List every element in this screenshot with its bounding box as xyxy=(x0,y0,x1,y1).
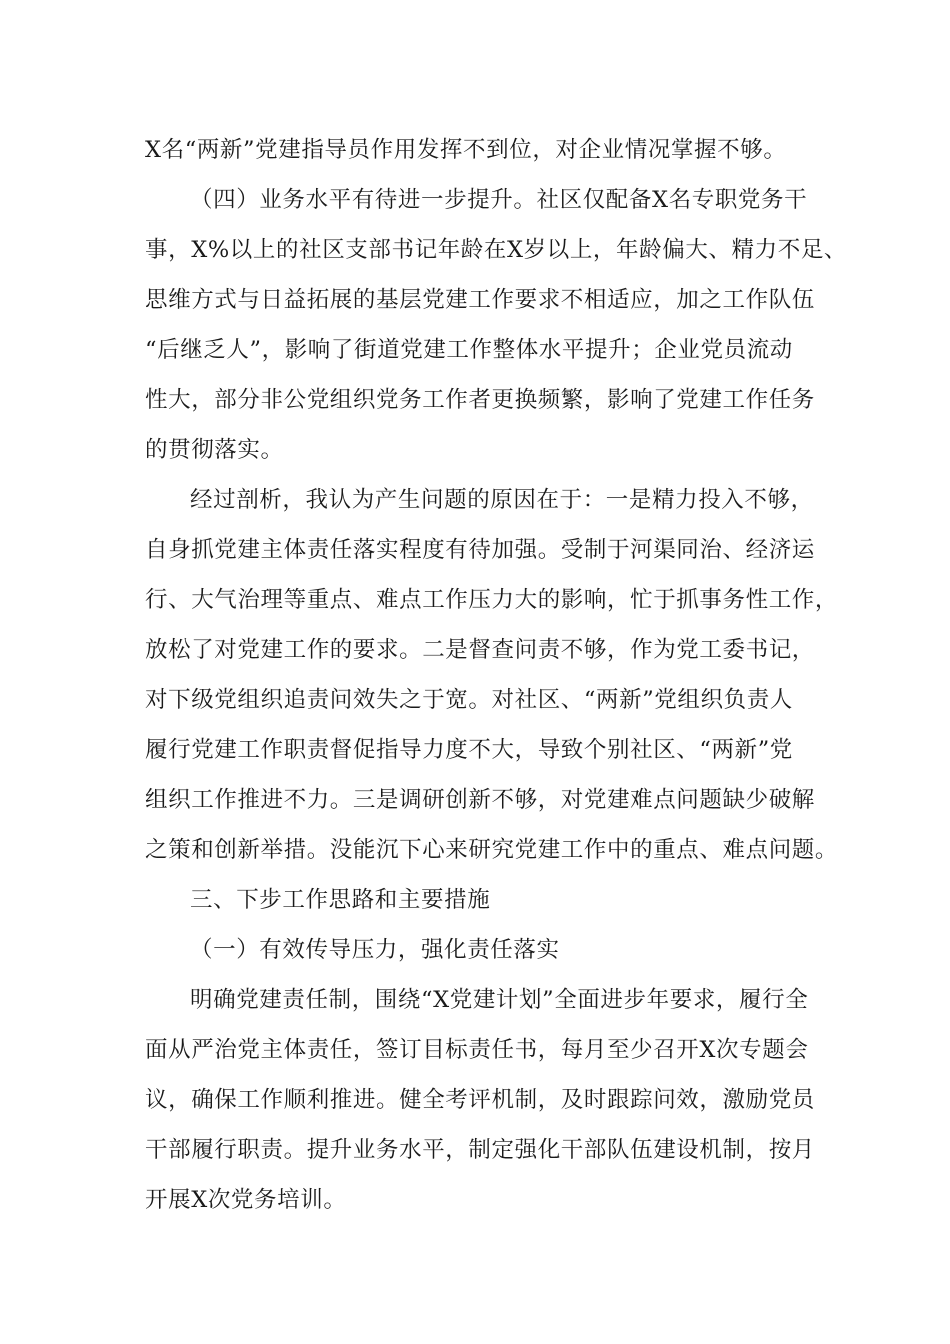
text-line: 的贯彻落实。 xyxy=(145,437,284,463)
text-line: 面从严治党主体责任，签订目标责任书，每月至少召开X次专题会 xyxy=(145,1037,809,1063)
subsection-heading-1: （一）有效传导压力，强化责任落实 xyxy=(190,937,560,963)
text-line: 干部履行职责。提升业务水平，制定强化干部队伍建设机制，按月 xyxy=(145,1137,815,1163)
text-line: 履行党建工作职责督促指导力度不大，导致个别社区、“两新”党 xyxy=(145,737,793,763)
text-line: 对下级党组织追责问效失之于宽。对社区、“两新”党组织负责人 xyxy=(145,687,793,713)
paragraph-start: 经过剖析，我认为产生问题的原因在于：一是精力投入不够， xyxy=(190,487,814,513)
text-line: 思维方式与日益拓展的基层党建工作要求不相适应，加之工作队伍 xyxy=(145,287,815,313)
text-line: 行、大气治理等重点、难点工作压力大的影响，忙于抓事务性工作， xyxy=(145,587,839,613)
text-line: “后继乏人”，影响了街道党建工作整体水平提升；企业党员流动 xyxy=(145,337,793,363)
text-line: X名“两新”党建指导员作用发挥不到位，对企业情况掌握不够。 xyxy=(145,137,787,163)
paragraph-start: 明确党建责任制，围绕“X党建计划”全面进步年要求，履行全 xyxy=(190,987,809,1013)
text-line: 自身抓党建主体责任落实程度有待加强。受制于河渠同治、经济运 xyxy=(145,537,815,563)
section-heading-3: 三、下步工作思路和主要措施 xyxy=(190,887,491,913)
text-line: 性大，部分非公党组织党务工作者更换频繁，影响了党建工作任务 xyxy=(145,387,815,413)
text-line: 组织工作推进不力。三是调研创新不够，对党建难点问题缺少破解 xyxy=(145,787,815,813)
text-line: 之策和创新举措。没能沉下心来研究党建工作中的重点、难点问题。 xyxy=(145,837,839,863)
text-line: 放松了对党建工作的要求。二是督查问责不够，作为党工委书记， xyxy=(145,637,815,663)
text-line: 开展X次党务培训。 xyxy=(145,1187,347,1213)
subsection-heading-4: （四）业务水平有待进一步提升。社区仅配备X名专职党务干 xyxy=(190,187,808,213)
text-line: 议，确保工作顺利推进。健全考评机制，及时跟踪问效，激励党员 xyxy=(145,1087,815,1113)
text-line: 事，X%以上的社区支部书记年龄在X岁以上，年龄偏大、精力不足、 xyxy=(145,237,848,263)
